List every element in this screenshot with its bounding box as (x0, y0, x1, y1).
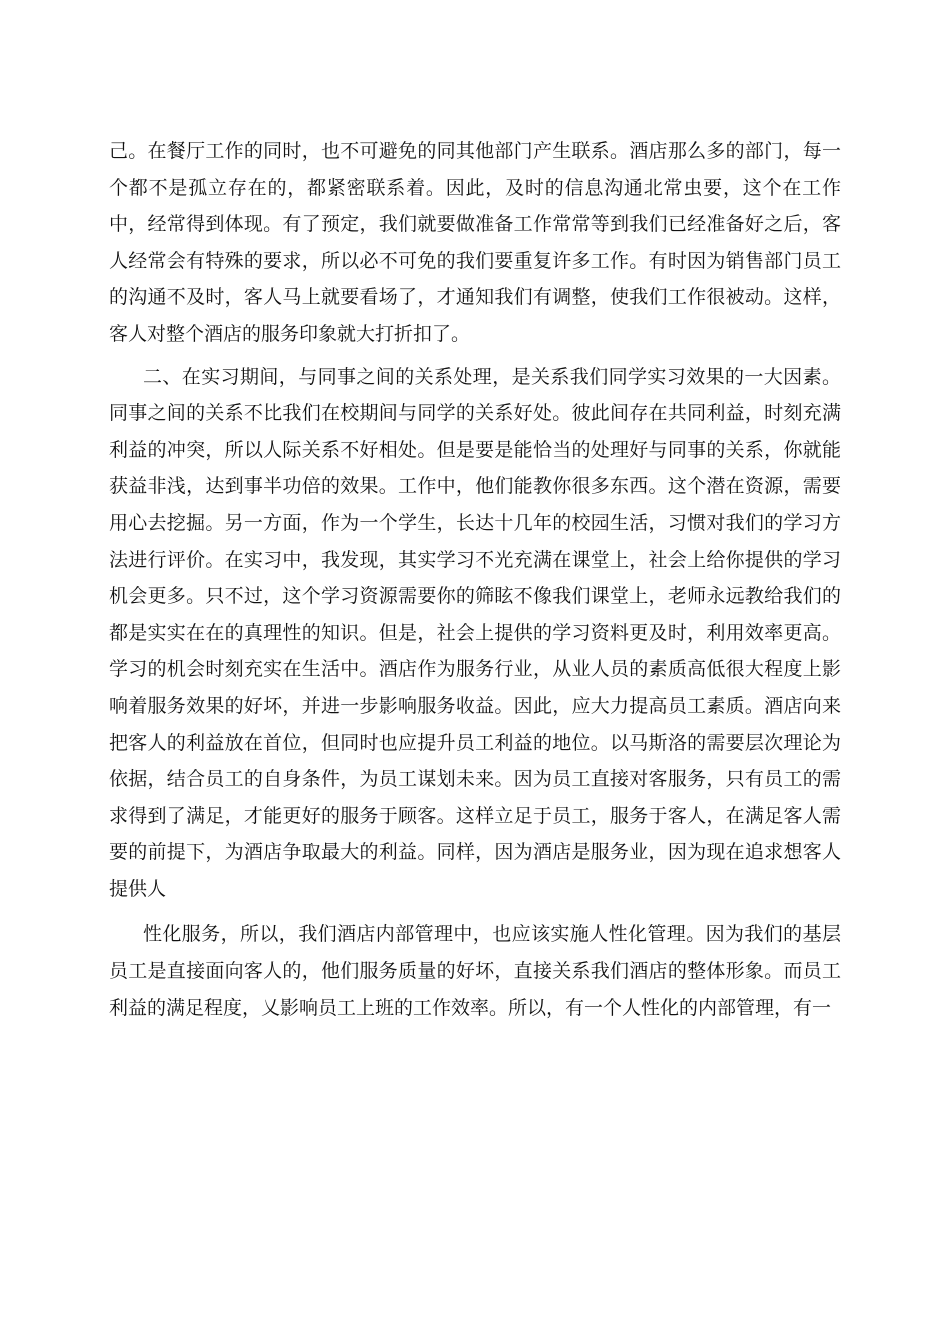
document-body (109, 133, 841, 1026)
paragraph-2: 二、在实习期间，与同事之间的关系处理，是关系我们同学实习效果的一大因素。同事之间的关系不比我们在校期间与同学的关系好处。彼此间存在共同利益，时刻充满利益的冲突，所以人际关系不好相处。但是要是能恰当的处理好与同事的关系，你就能获益非浅，达到事半功倍的效果。工作中，他们能教你很多东西。这个潜在资源，需要用心去挖掘。另一方面，作为一个学生，长达十几年的校园生活，习惯对我们的学习方法进行评价。在实习中，我发现，其实学习不光充满在课堂上，社会上给你提供的学习机会更多。只不过，这个学习资源需要你的筛眩不像我们课堂上，老师永远教给我们的都是实实在在的真理性的知识。但是，社会上提供的学习资料更及时，利用效率更高。学习的机会时刻充实在生活中。酒店作为服务行业，从业人员的素质高低很大程度上影响着服务效果的好坏，并进一步影响服务收益。因此，应大力提高员工素质。酒店向来把客人的利益放在首位，但同时也应提升员工利益的地位。以马斯洛的需要层次理论为依据，结合员工的自身条件，为员工谋划未来。因为员工直接对客服务，只有员工的需求得到了满足，才能更好的服务于顾客。这样立足于员工，服务于客人，在满足客人需要的前提下，为酒店争取最大的利益。同样，因为酒店是服务业，因为现在追求想客人提供人 (109, 365, 841, 900)
paragraph-3: 性化服务，所以，我们酒店内部管理中，也应该实施人性化管理。因为我们的基层员工是直接面向客人的，他们服务质量的好坏，直接关系我们酒店的整体形象。而员工利益的满足程度，乂影响员工上班的工作效率。所以，有一个人性化的内部管理，有一 (109, 923, 841, 1019)
paragraph-1: 己。在餐厅工作的同时，也不可避免的同其他部门产生联系。酒店那么多的部门，每一个都不是孤立存在的，都紧密联系着。因此，及时的信息沟通北常虫要，这个在工作中，经常得到体现。有了预定，我们就要做准备工作常常等到我们已经准备好之后，客人经常会有特殊的要求，所以必不可免的我们要重复许多工作。有时因为销售部门员工的沟通不及时，客人马上就要看场了，才通知我们有调整，使我们工作很被动。这样，客人对整个酒店的服务印象就大打折扣了。 (109, 140, 841, 345)
